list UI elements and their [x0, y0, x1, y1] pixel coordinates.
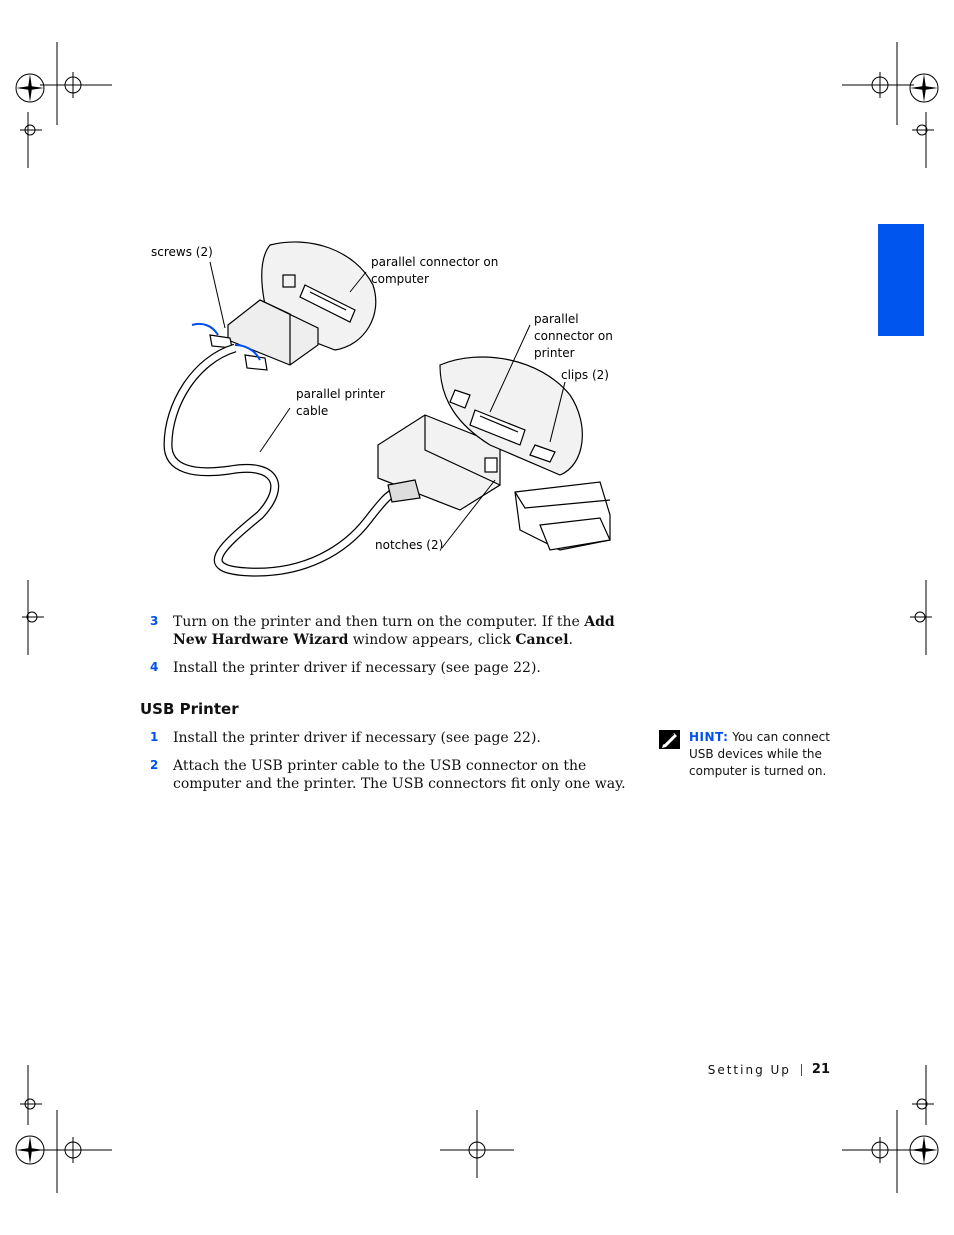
hint-label: HINT:	[689, 730, 729, 744]
label-notches: notches (2)	[375, 538, 444, 552]
label-parallel-connector-computer: parallel connector on computer	[371, 255, 499, 286]
step-number: 4	[150, 660, 159, 674]
pencil-note-icon	[658, 729, 682, 751]
chapter-tab	[878, 224, 924, 336]
label-parallel-connector-printer: parallel connector on printer	[534, 312, 613, 360]
step-number: 3	[150, 614, 159, 628]
wizard-name: Add New Hardware Wizard	[173, 614, 615, 648]
hint-text: HINT: You can connect USB devices while the computer is turned on.	[689, 730, 830, 778]
section-title-usb-printer: USB Printer	[140, 700, 239, 718]
label-parallel-printer-cable: parallel printer cable	[296, 387, 385, 418]
label-screws: screws (2)	[151, 245, 213, 259]
step-text: Turn on the printer and then turn on the computer. If the Add New Hardware Wizard window appears, click Cancel.	[173, 614, 615, 648]
cancel-term: Cancel	[515, 632, 569, 648]
step-number: 1	[150, 730, 159, 744]
footer-section-name: Setting Up	[707, 1062, 791, 1077]
step-text: Attach the USB printer cable to the USB connector on the computer and the printer. The USB connectors fit only one way.	[173, 758, 626, 792]
page-number: 21	[811, 1062, 830, 1077]
page-footer	[708, 1062, 830, 1077]
step-number: 2	[150, 758, 159, 772]
footer-divider	[801, 1064, 802, 1076]
label-clips: clips (2)	[561, 368, 609, 382]
step-text: Install the printer driver if necessary (see page 22).	[173, 730, 541, 746]
step-text: Install the printer driver if necessary (see page 22).	[173, 660, 541, 676]
